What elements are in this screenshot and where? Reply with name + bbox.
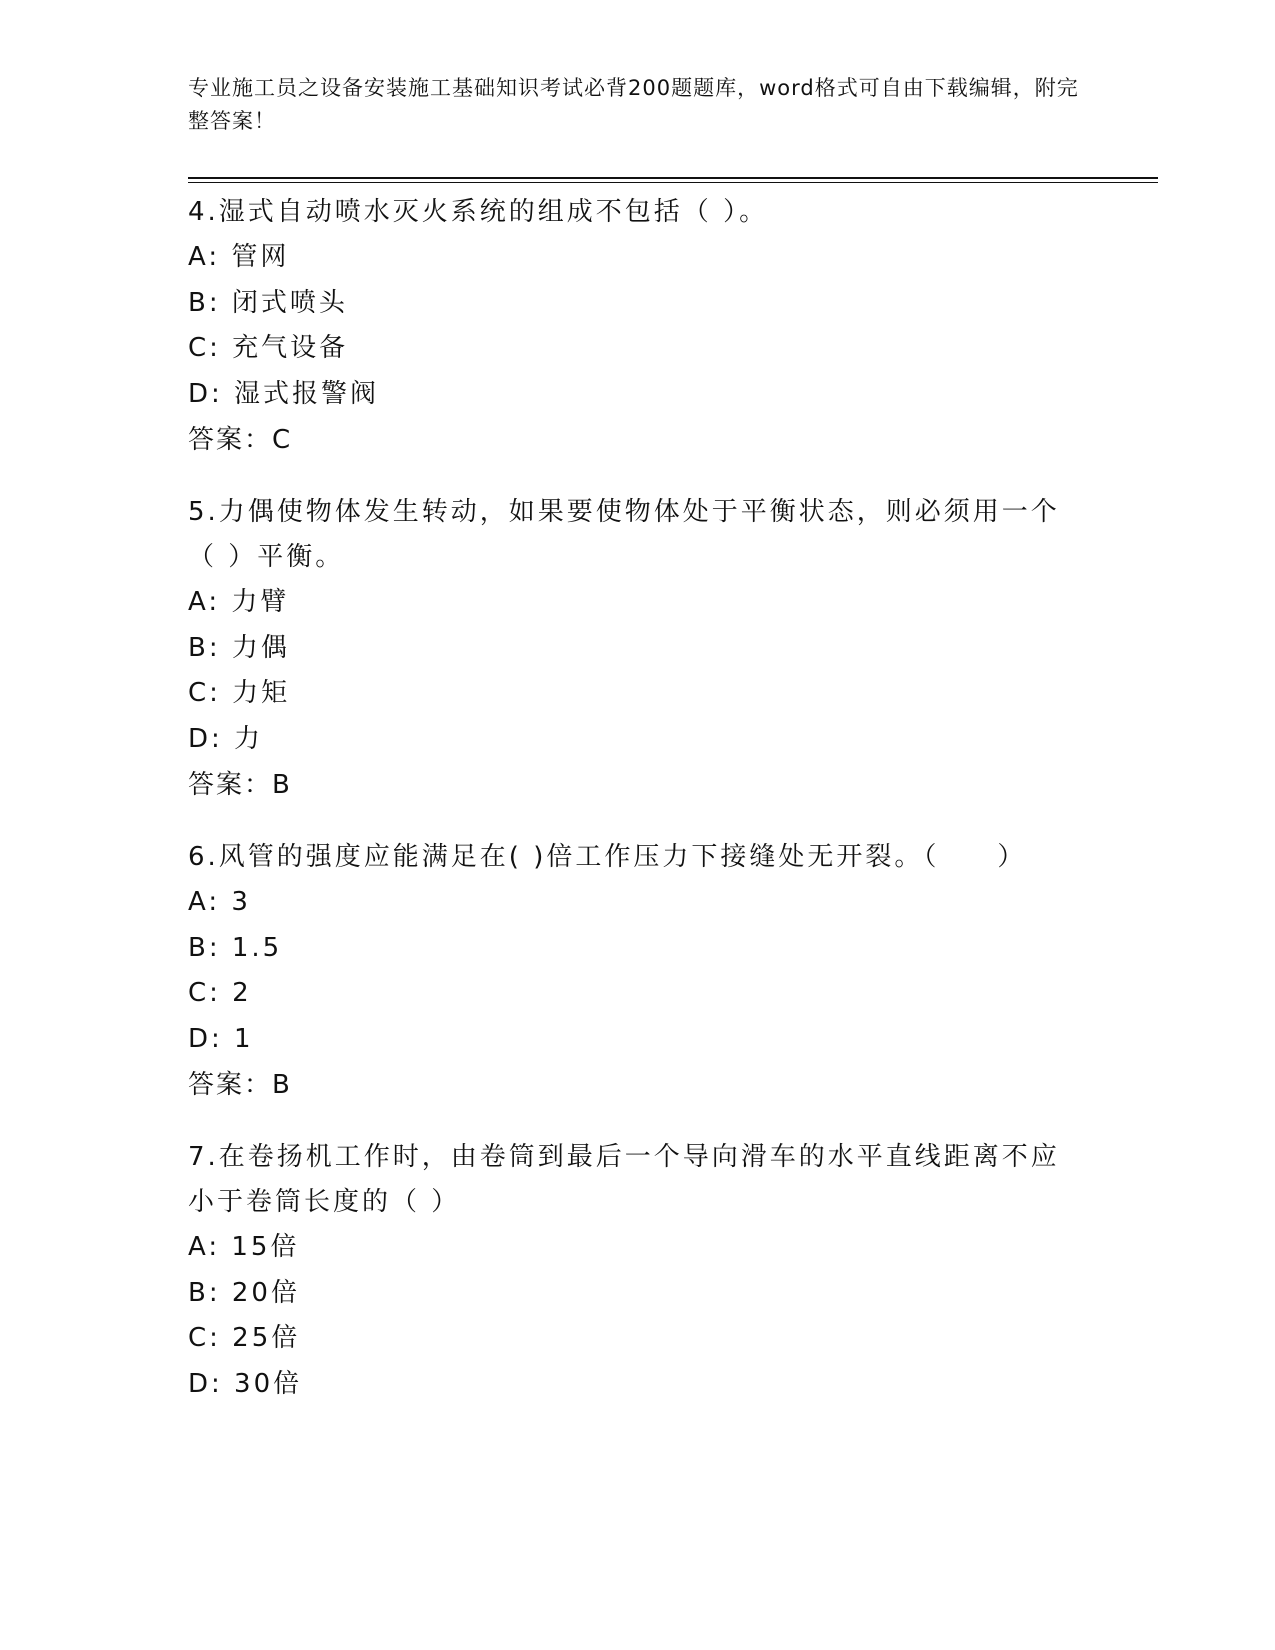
question-text: 5.力偶使物体发生转动，如果要使物体处于平衡状态，则必须用一个（ ）平衡。 [188, 497, 1060, 572]
option-a: A: 15倍 [188, 1232, 300, 1262]
option-c: C: 25倍 [188, 1323, 301, 1353]
document-page [188, 0, 1158, 1650]
question-4 [188, 190, 1158, 463]
question-7 [188, 1135, 1158, 1407]
question-text: 4.湿式自动喷水灭火系统的组成不包括（ ）。 [188, 197, 769, 227]
header-divider-thin [188, 182, 1158, 183]
question-6 [188, 835, 1158, 1108]
option-d: D: 湿式报警阀 [188, 378, 380, 409]
answer: 答案：B [188, 770, 292, 800]
answer: 答案：B [188, 1070, 292, 1100]
option-d: D: 30倍 [188, 1368, 303, 1399]
document-title: 专业施工员之设备安装施工基础知识考试必背200题题库，word格式可自由下载编辑，附完整答案！ [188, 76, 1079, 133]
question-text: 7.在卷扬机工作时，由卷筒到最后一个导向滑车的水平直线距离不应小于卷筒长度的（ ） [188, 1142, 1060, 1217]
question-5 [188, 490, 1158, 808]
option-b: B: 力偶 [188, 632, 290, 663]
option-a: A: 管网 [188, 242, 290, 272]
option-c: C: 力矩 [188, 678, 291, 708]
option-a: A: 力臂 [188, 587, 290, 617]
question-list [188, 190, 1158, 1434]
option-c: C: 充气设备 [188, 333, 349, 363]
option-b: B: 闭式喷头 [188, 287, 348, 318]
question-text: 6.风管的强度应能满足在( )倍工作压力下接缝处无开裂。（ ） [188, 842, 1027, 872]
option-d: D: 1 [188, 1023, 254, 1054]
header-divider-thick [188, 177, 1158, 179]
option-d: D: 力 [188, 723, 264, 754]
option-c: C: 2 [188, 978, 252, 1008]
option-b: B: 20倍 [188, 1277, 300, 1308]
option-b: B: 1.5 [188, 932, 283, 963]
option-a: A: 3 [188, 887, 251, 917]
answer: 答案：C [188, 425, 293, 455]
